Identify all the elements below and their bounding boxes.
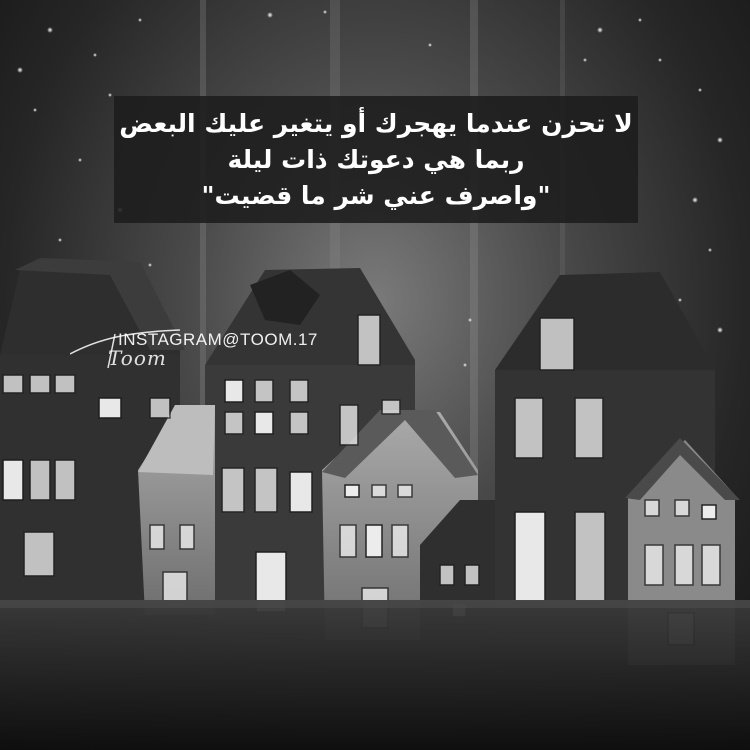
fairy-light [658, 58, 662, 62]
house-window [255, 380, 273, 402]
house-window [575, 512, 605, 602]
house-window [222, 468, 244, 512]
shelf [0, 600, 750, 750]
house-window [340, 405, 358, 445]
instagram-handle: INSTAGRAM@TOOM.17 [118, 330, 318, 349]
house-window [358, 315, 380, 365]
house-window [540, 318, 574, 370]
house-window [225, 412, 243, 434]
house-window [3, 375, 23, 393]
house-window [30, 460, 50, 500]
house-window [55, 460, 75, 500]
house-window [163, 572, 187, 602]
signature-text: Toom [108, 346, 167, 370]
fairy-light [463, 363, 467, 367]
fairy-light [17, 67, 23, 73]
fairy-light [148, 263, 152, 267]
house-window [150, 525, 164, 549]
house-window [392, 525, 408, 557]
fairy-light [323, 10, 327, 14]
fairy-light [583, 58, 587, 62]
fairy-light [698, 88, 702, 92]
house-window [465, 565, 479, 585]
fairy-light [708, 248, 712, 252]
house-window [255, 412, 273, 434]
fairy-light [597, 27, 603, 33]
house-window [645, 500, 659, 516]
house-window [675, 545, 693, 585]
house-window [515, 398, 543, 458]
fairy-light [93, 53, 97, 57]
fairy-light [138, 18, 142, 22]
house-window [575, 398, 603, 458]
fairy-light [638, 18, 642, 22]
house-window [150, 398, 170, 418]
house-window [290, 380, 308, 402]
house-window [180, 525, 194, 549]
quote-line-2: ربما هي دعوتك ذات ليلة [227, 144, 525, 174]
house-window [702, 545, 720, 585]
house-window [255, 468, 277, 512]
house-window [24, 532, 54, 576]
house-window [225, 380, 243, 402]
fairy-light [108, 93, 112, 97]
house-window [99, 398, 121, 418]
house-window [340, 525, 356, 557]
fairy-light [678, 298, 682, 302]
fairy-light [33, 108, 37, 112]
quote-box [114, 96, 638, 223]
quote-line-1: لا تحزن عندما يهجرك أو يتغير عليك البعض [119, 108, 633, 138]
house-window [345, 485, 359, 497]
fairy-light [267, 12, 273, 18]
fairy-light [58, 238, 62, 242]
fairy-light [428, 43, 432, 47]
house-window [366, 525, 382, 557]
house-window [290, 412, 308, 434]
fairy-light [78, 158, 82, 162]
house-window [290, 472, 312, 512]
fairy-light [717, 327, 723, 333]
fairy-light [47, 27, 53, 33]
house-window [702, 505, 716, 519]
house-window [30, 375, 50, 393]
fairy-light [468, 318, 472, 322]
quote-line-3: "واصرف عني شر ما قضيت" [201, 180, 551, 210]
fairy-light [692, 197, 698, 203]
house-window [382, 400, 400, 414]
house-window [440, 565, 454, 585]
house-window [3, 460, 23, 500]
house-window [398, 485, 412, 497]
fairy-light [717, 137, 723, 143]
house-window [645, 545, 663, 585]
house-window [515, 512, 545, 602]
house-window [675, 500, 689, 516]
house-window [372, 485, 386, 497]
instagram-watermark [70, 328, 340, 378]
